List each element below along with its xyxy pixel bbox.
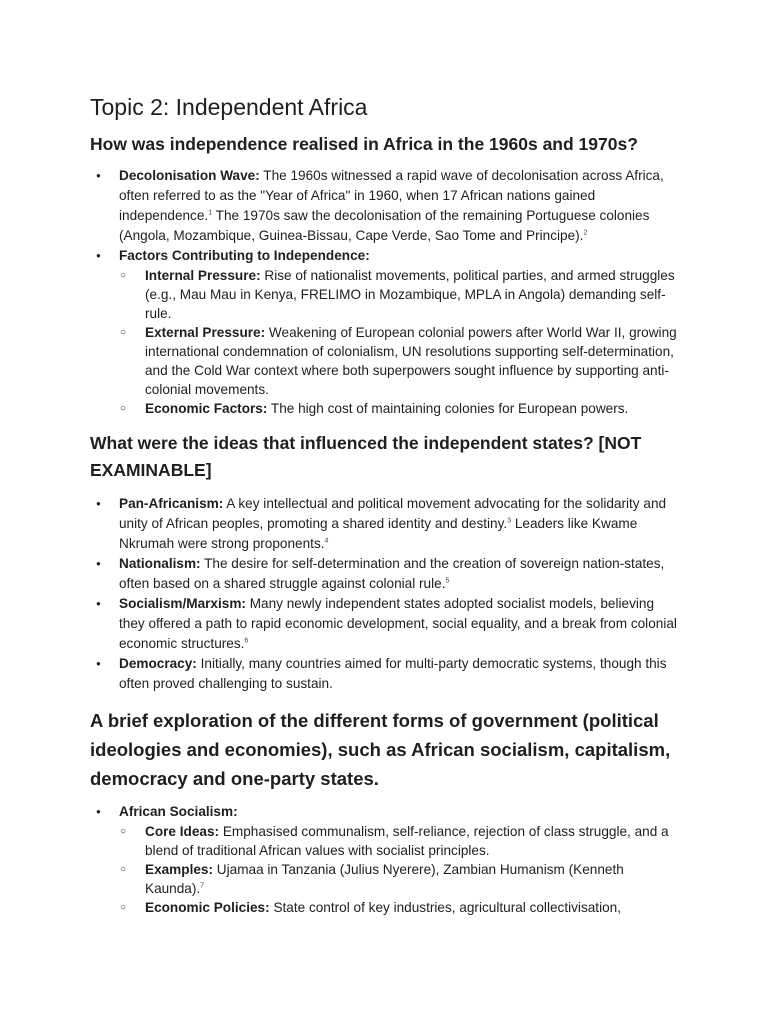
sub-list-item: ○ Economic Policies: State control of key industries, agricultural collectivisation,: [119, 898, 678, 917]
bullet-list: [90, 166, 678, 418]
bullet-list: [90, 494, 678, 694]
section-independence: [90, 131, 678, 418]
footnote-ref[interactable]: 3: [507, 517, 512, 525]
footnote-ref[interactable]: 5: [445, 577, 450, 585]
sub-list-item: ○ Economic Factors: The high cost of maintaining colonies for European powers.: [119, 399, 678, 418]
section-ideas: [90, 430, 678, 694]
list-item: ● African Socialism: ○ Core Ideas: Emphasised communalism, self-reliance, rejection of class struggle, and a blend of traditional African values with socialist principles. ○ Examples: Ujamaa in Tanzania (Julius Nyerere), Zambian Humanism (Kenneth Kaunda).$^7$ ○ Economic Policies: State control of key industries, agricultural collectivisation,: [90, 802, 678, 917]
section-heading: How was independence realised in Africa in the 1960s and 1970s?: [90, 134, 638, 154]
list-item: ● Decolonisation Wave: The 1960s witnessed a rapid wave of decolonisation across Africa, often referred to as the "Year of Africa" in 1960, when 17 African nations gained independence.$^1$ The 1970s saw the decolonisation of the remaining Portuguese colonies (Angola, Mozambique, Guinea-Bissau, Cape Verde, Sao Tome and Principe).$^2$: [90, 166, 678, 246]
sub-bullet-list: [119, 266, 678, 418]
section-heading: A brief exploration of the different forms of government (political ideologies and economies), such as African socialism, capitalism, democracy and one-party states.: [90, 710, 671, 789]
sub-list-item: ○ External Pressure: Weakening of European colonial powers after World War II, growing international condemnation of colonialism, UN resolutions supporting self-determination, and the Cold War context where both superpowers sought influence by supporting anti-colonial movements.: [119, 323, 678, 399]
sub-list-item: ○ Core Ideas: Emphasised communalism, self-reliance, rejection of class struggle, and a blend of traditional African values with socialist principles.: [119, 822, 678, 860]
list-item: ● Factors Contributing to Independence: ○ Internal Pressure: Rise of nationalist movements, political parties, and armed struggles (e.g., Mau Mau in Kenya, FRELIMO in Mozambique, MPLA in Angola) demanding self-rule. ○ External Pressure: Weakening of European colonial powers after World War II, growing international condemnation of colonialism, UN resolutions supporting self-determination, and the Cold War context where both superpowers sought influence by supporting anti-colonial movements. ○ Economic Factors: The high cost of maintaining colonies for European powers.: [90, 246, 678, 418]
footnote-ref[interactable]: 7: [200, 882, 205, 890]
list-item: ● Nationalism: The desire for self-determination and the creation of sovereign nation-states, often based on a shared struggle against colonial rule.$^5$: [90, 554, 678, 594]
footnote-ref[interactable]: 4: [324, 537, 329, 545]
list-item: ● Pan-Africanism: A key intellectual and political movement advocating for the solidarity and unity of African peoples, promoting a shared identity and destiny.$^3$ Leaders like Kwame Nkrumah were strong proponents.$^4$: [90, 494, 678, 554]
section-forms-of-government: [90, 706, 678, 917]
list-item: ● Socialism/Marxism: Many newly independent states adopted socialist models, believing they offered a path to rapid economic development, social equality, and a break from colonial economic structures.$^6$: [90, 594, 678, 654]
sub-list-item: ○ Internal Pressure: Rise of nationalist movements, political parties, and armed struggles (e.g., Mau Mau in Kenya, FRELIMO in Mozambique, MPLA in Angola) demanding self-rule.: [119, 266, 678, 323]
page-title: Topic 2: Independent Africa: [90, 94, 368, 120]
sub-bullet-list: [119, 822, 678, 917]
bullet-list: [90, 802, 678, 917]
footnote-ref[interactable]: 2: [583, 229, 588, 237]
footnote-ref[interactable]: 6: [244, 637, 249, 645]
sub-list-item: ○ Examples: Ujamaa in Tanzania (Julius Nyerere), Zambian Humanism (Kenneth Kaunda).$^7$: [119, 860, 678, 898]
footnote-ref[interactable]: 1: [208, 209, 213, 217]
section-heading: What were the ideas that influenced the independent states? [NOT EXAMINABLE]: [90, 433, 642, 480]
list-item: ● Democracy: Initially, many countries aimed for multi-party democratic systems, though this often proved challenging to sustain.: [90, 654, 678, 694]
